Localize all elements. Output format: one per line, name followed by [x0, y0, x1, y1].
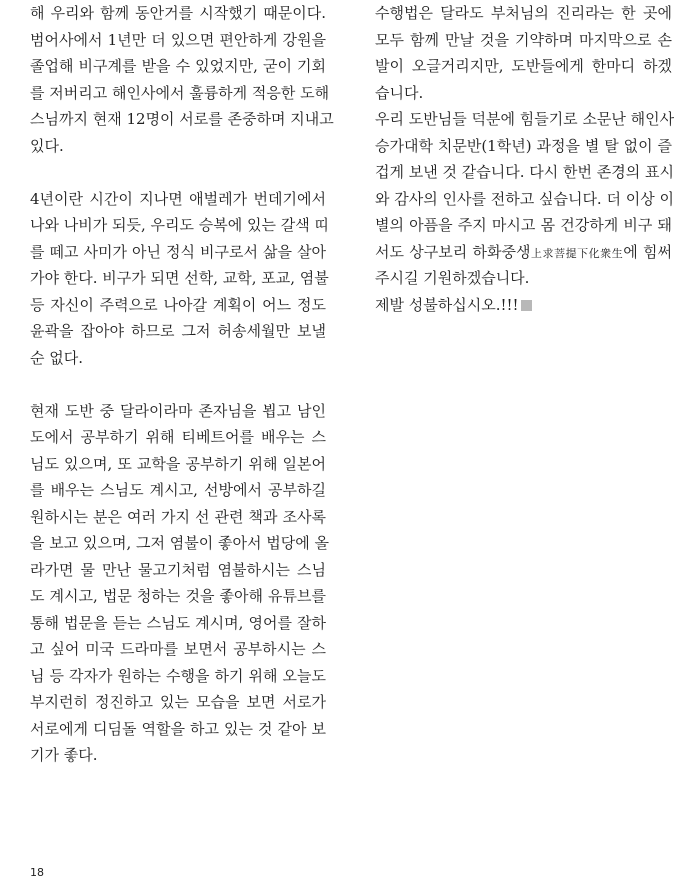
text-line: 라가면 물 만난 물고기처럼 염불하시는 스님 [30, 560, 326, 579]
text-line: 습니다. [375, 83, 424, 102]
text-line: 범어사에서 1년만 더 있으면 편안하게 강원을 [30, 30, 326, 49]
text-line: 모두 함께 만날 것을 기약하며 마지막으로 손 [375, 30, 672, 49]
paragraph-gap [30, 159, 326, 186]
text-line: 를 배우는 스님도 계시고, 선방에서 공부하길 [30, 481, 326, 499]
text-line: 와 감사의 인사를 전하고 싶습니다. 더 이상 이 [375, 189, 674, 208]
right-paragraph-2 [375, 106, 675, 292]
text-line: 원하시는 분은 여러 가지 선 관련 책과 조사록 [30, 507, 326, 526]
page-number: 18 [30, 866, 44, 879]
text-line: 등 자신이 주력으로 나아갈 계획이 어느 정도 [30, 295, 326, 314]
text-line: 있다. [30, 136, 64, 155]
closing-line [375, 292, 672, 319]
text-line: 도 계시고, 법문 청하는 것을 좋아해 유튜브를 [30, 587, 326, 605]
text-line: 서로에게 디딤돌 역할을 하고 있는 것 같아 보 [30, 719, 326, 738]
right-column [375, 0, 675, 318]
text-line: 수행법은 달라도 부처님의 진리라는 한 곳에 [375, 4, 672, 22]
text-line: 4년이란 시간이 지나면 애벌레가 번데기에서 [30, 189, 326, 208]
text-line: 별의 아픔을 주지 마시고 몸 건강하게 비구 돼 [375, 216, 672, 234]
text-line: 를 저버리고 해인사에서 훌륭하게 적응한 도해 [30, 83, 330, 102]
text-line: 윤곽을 잡아야 하므로 그저 허송세월만 보낼 [30, 322, 326, 340]
closing-text: 제발 성불하십시오.!!! [375, 295, 519, 314]
text-line: 스님까지 현재 12명이 서로를 존중하며 지내고 [30, 110, 334, 128]
text-line: 겁게 보낸 것 같습니다. 다시 한번 존경의 표시 [375, 163, 674, 181]
text-line: 해 우리와 함께 동안거를 시작했기 때문이다. [30, 4, 326, 22]
left-paragraph-3 [30, 398, 329, 769]
left-paragraph-1 [30, 0, 334, 159]
text-line: 나와 나비가 되듯, 우리도 승복에 있는 갈색 띠 [30, 216, 329, 234]
left-paragraph-2 [30, 186, 329, 372]
text-line: 을 보고 있으며, 그저 염불이 좋아서 법당에 올 [30, 534, 329, 552]
end-mark-icon [521, 300, 532, 311]
text-segment: 에 힘써 [623, 242, 672, 261]
text-line: 고 싶어 미국 드라마를 보면서 공부하시는 스 [30, 640, 326, 658]
right-paragraph-1 [375, 0, 672, 106]
text-line: 승가대학 치문반(1학년) 과정을 별 탈 없이 즐 [375, 136, 672, 155]
text-line-with-hanja [375, 239, 672, 266]
text-line: 를 떼고 사미가 아닌 정식 비구로서 삶을 살아 [30, 242, 326, 261]
text-line: 발이 오글거리지만, 도반들에게 한마디 하겠 [375, 57, 672, 75]
left-column [30, 0, 334, 769]
hanja-annotation: 上求菩提下化衆生 [530, 246, 624, 260]
text-segment: 서도 상구보리 하화중생 [375, 242, 531, 261]
text-line: 기가 좋다. [30, 746, 98, 764]
text-line: 통해 법문을 듣는 스님도 계시며, 영어를 잘하 [30, 613, 326, 632]
text-line: 졸업해 비구계를 받을 수 있었지만, 굳이 기회 [30, 57, 326, 75]
text-line: 님도 있으며, 또 교학을 공부하기 위해 일본어 [30, 454, 326, 473]
text-line: 현재 도반 중 달라이라마 존자님을 뵙고 남인 [30, 401, 326, 420]
text-line: 우리 도반님들 덕분에 힘들기로 소문난 해인사 [375, 110, 675, 128]
text-line: 님 등 각자가 원하는 수행을 하기 위해 오늘도 [30, 666, 326, 685]
paragraph-gap [30, 371, 326, 398]
text-line: 가야 한다. 비구가 되면 선학, 교학, 포교, 염불 [30, 269, 329, 287]
text-line: 도에서 공부하기 위해 티베트어를 배우는 스 [30, 428, 326, 446]
text-line: 주시길 기원하겠습니다. [375, 269, 530, 287]
text-line: 부지런히 정진하고 있는 모습을 보면 서로가 [30, 693, 326, 711]
text-line: 순 없다. [30, 348, 84, 367]
